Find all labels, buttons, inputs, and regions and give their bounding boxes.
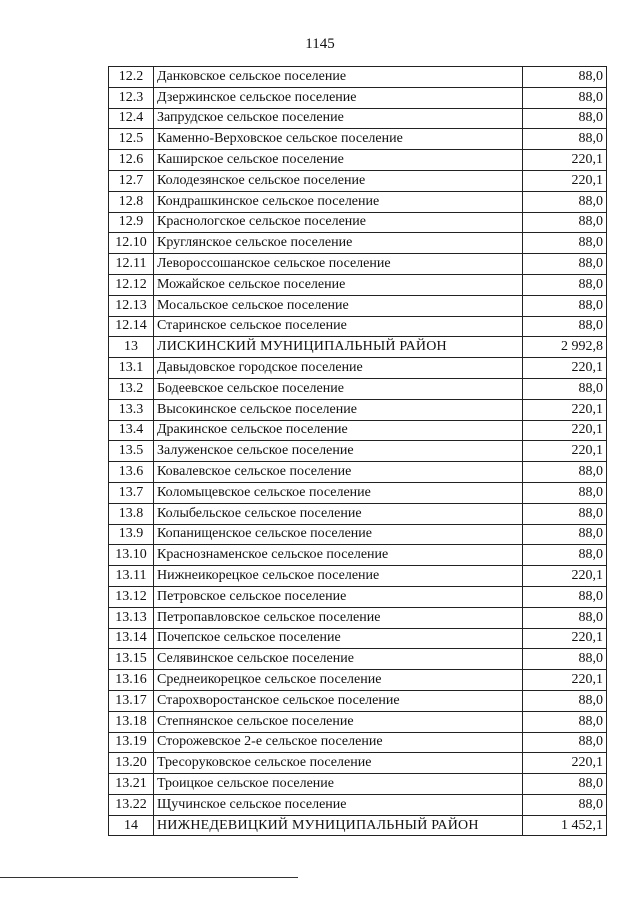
row-name: Нижнеикорецкое сельское поселение	[154, 566, 523, 587]
row-value: 88,0	[523, 378, 607, 399]
row-number: 12.12	[109, 274, 154, 295]
row-name: Щучинское сельское поселение	[154, 794, 523, 815]
row-number: 13.17	[109, 690, 154, 711]
row-value: 88,0	[523, 690, 607, 711]
table-row	[109, 441, 607, 462]
row-value: 88,0	[523, 87, 607, 108]
row-number: 13.4	[109, 420, 154, 441]
table-row	[109, 274, 607, 295]
row-value: 220,1	[523, 566, 607, 587]
table-row	[109, 482, 607, 503]
table-row	[109, 67, 607, 88]
row-number: 12.5	[109, 129, 154, 150]
row-name: НИЖНЕДЕВИЦКИЙ МУНИЦИПАЛЬНЫЙ РАЙОН	[154, 815, 523, 836]
row-name: Мосальское сельское поселение	[154, 295, 523, 316]
row-number: 12.8	[109, 191, 154, 212]
table-row	[109, 399, 607, 420]
row-name: Коломыцевское сельское поселение	[154, 482, 523, 503]
row-number: 13.2	[109, 378, 154, 399]
table-row	[109, 420, 607, 441]
table-row	[109, 295, 607, 316]
row-name: Каменно-Верховское сельское поселение	[154, 129, 523, 150]
table-row	[109, 358, 607, 379]
table-row	[109, 233, 607, 254]
table-row	[109, 254, 607, 275]
table-row	[109, 212, 607, 233]
row-value: 88,0	[523, 233, 607, 254]
row-name: Тресоруковское сельское поселение	[154, 753, 523, 774]
table-row	[109, 628, 607, 649]
row-value: 88,0	[523, 586, 607, 607]
row-name: Давыдовское городское поселение	[154, 358, 523, 379]
row-number: 13.6	[109, 462, 154, 483]
row-number: 12.6	[109, 150, 154, 171]
row-number: 12.4	[109, 108, 154, 129]
row-name: Данковское сельское поселение	[154, 67, 523, 88]
row-name: Высокинское сельское поселение	[154, 399, 523, 420]
row-value: 88,0	[523, 482, 607, 503]
budget-table	[108, 66, 607, 836]
row-value: 88,0	[523, 129, 607, 150]
row-value: 220,1	[523, 170, 607, 191]
row-name: Старинское сельское поселение	[154, 316, 523, 337]
row-value: 88,0	[523, 774, 607, 795]
row-value: 88,0	[523, 295, 607, 316]
district-row	[109, 815, 607, 836]
row-number: 13.15	[109, 649, 154, 670]
row-value: 88,0	[523, 316, 607, 337]
row-number: 12.3	[109, 87, 154, 108]
row-value: 1 452,1	[523, 815, 607, 836]
table-row	[109, 607, 607, 628]
table-row	[109, 170, 607, 191]
row-name: Троицкое сельское поселение	[154, 774, 523, 795]
table-row	[109, 316, 607, 337]
row-value: 220,1	[523, 753, 607, 774]
row-number: 12.9	[109, 212, 154, 233]
row-number: 13.16	[109, 670, 154, 691]
row-number: 13.21	[109, 774, 154, 795]
table-body	[109, 67, 607, 836]
row-number: 14	[109, 815, 154, 836]
row-name: Колыбельское сельское поселение	[154, 503, 523, 524]
district-row	[109, 337, 607, 358]
row-number: 13.20	[109, 753, 154, 774]
row-name: Кондрашкинское сельское поселение	[154, 191, 523, 212]
row-number: 13.13	[109, 607, 154, 628]
row-name: Круглянское сельское поселение	[154, 233, 523, 254]
row-name: Копанищенское сельское поселение	[154, 524, 523, 545]
table-row	[109, 129, 607, 150]
row-name: Запрудское сельское поселение	[154, 108, 523, 129]
row-number: 13.12	[109, 586, 154, 607]
row-name: Краснологское сельское поселение	[154, 212, 523, 233]
page-number: 1145	[305, 36, 335, 52]
row-number: 12.7	[109, 170, 154, 191]
row-number: 13.9	[109, 524, 154, 545]
row-number: 12.14	[109, 316, 154, 337]
table-row	[109, 794, 607, 815]
row-number: 13.5	[109, 441, 154, 462]
row-value: 88,0	[523, 274, 607, 295]
row-number: 13.18	[109, 711, 154, 732]
row-name: Дракинское сельское поселение	[154, 420, 523, 441]
table-row	[109, 753, 607, 774]
row-name: Каширское сельское поселение	[154, 150, 523, 171]
row-number: 12.10	[109, 233, 154, 254]
row-value: 88,0	[523, 711, 607, 732]
row-value: 220,1	[523, 670, 607, 691]
row-value: 88,0	[523, 545, 607, 566]
table-row	[109, 524, 607, 545]
row-number: 12.13	[109, 295, 154, 316]
row-number: 13.14	[109, 628, 154, 649]
table-row	[109, 150, 607, 171]
table-row	[109, 462, 607, 483]
row-number: 12.2	[109, 67, 154, 88]
table-row	[109, 108, 607, 129]
row-value: 88,0	[523, 649, 607, 670]
row-name: Старохворостанское сельское поселение	[154, 690, 523, 711]
row-value: 88,0	[523, 254, 607, 275]
row-value: 88,0	[523, 503, 607, 524]
row-name: Дзержинское сельское поселение	[154, 87, 523, 108]
table-row	[109, 649, 607, 670]
row-name: Бодеевское сельское поселение	[154, 378, 523, 399]
row-number: 13.1	[109, 358, 154, 379]
row-name: Краснознаменское сельское поселение	[154, 545, 523, 566]
row-name: Селявинское сельское поселение	[154, 649, 523, 670]
row-value: 220,1	[523, 150, 607, 171]
row-value: 88,0	[523, 607, 607, 628]
row-name: Среднеикорецкое сельское поселение	[154, 670, 523, 691]
table-row	[109, 503, 607, 524]
row-number: 13.8	[109, 503, 154, 524]
row-name: Почепское сельское поселение	[154, 628, 523, 649]
row-name: Можайское сельское поселение	[154, 274, 523, 295]
row-value: 2 992,8	[523, 337, 607, 358]
row-name: Залуженское сельское поселение	[154, 441, 523, 462]
row-value: 88,0	[523, 212, 607, 233]
row-value: 88,0	[523, 794, 607, 815]
table-row	[109, 732, 607, 753]
row-number: 13	[109, 337, 154, 358]
table-row	[109, 566, 607, 587]
row-name: Ковалевское сельское поселение	[154, 462, 523, 483]
table-row	[109, 191, 607, 212]
row-value: 88,0	[523, 67, 607, 88]
row-number: 13.7	[109, 482, 154, 503]
row-value: 88,0	[523, 524, 607, 545]
row-value: 220,1	[523, 441, 607, 462]
row-value: 220,1	[523, 399, 607, 420]
row-name: Степнянское сельское поселение	[154, 711, 523, 732]
row-name: Петровское сельское поселение	[154, 586, 523, 607]
row-value: 220,1	[523, 358, 607, 379]
table-row	[109, 87, 607, 108]
table-row	[109, 711, 607, 732]
row-value: 88,0	[523, 462, 607, 483]
table-row	[109, 670, 607, 691]
row-name: Колодезянское сельское поселение	[154, 170, 523, 191]
row-number: 13.3	[109, 399, 154, 420]
row-value: 88,0	[523, 732, 607, 753]
row-number: 13.19	[109, 732, 154, 753]
table-row	[109, 586, 607, 607]
table-row	[109, 378, 607, 399]
row-value: 88,0	[523, 108, 607, 129]
row-number: 13.10	[109, 545, 154, 566]
row-name: Левороссошанское сельское поселение	[154, 254, 523, 275]
table-row	[109, 690, 607, 711]
row-name: ЛИСКИНСКИЙ МУНИЦИПАЛЬНЫЙ РАЙОН	[154, 337, 523, 358]
row-value: 220,1	[523, 420, 607, 441]
row-value: 88,0	[523, 191, 607, 212]
table-row	[109, 545, 607, 566]
row-number: 13.22	[109, 794, 154, 815]
row-name: Петропавловское сельское поселение	[154, 607, 523, 628]
footnote-divider	[0, 877, 298, 878]
row-name: Сторожевское 2-е сельское поселение	[154, 732, 523, 753]
table-row	[109, 774, 607, 795]
row-number: 12.11	[109, 254, 154, 275]
row-value: 220,1	[523, 628, 607, 649]
row-number: 13.11	[109, 566, 154, 587]
